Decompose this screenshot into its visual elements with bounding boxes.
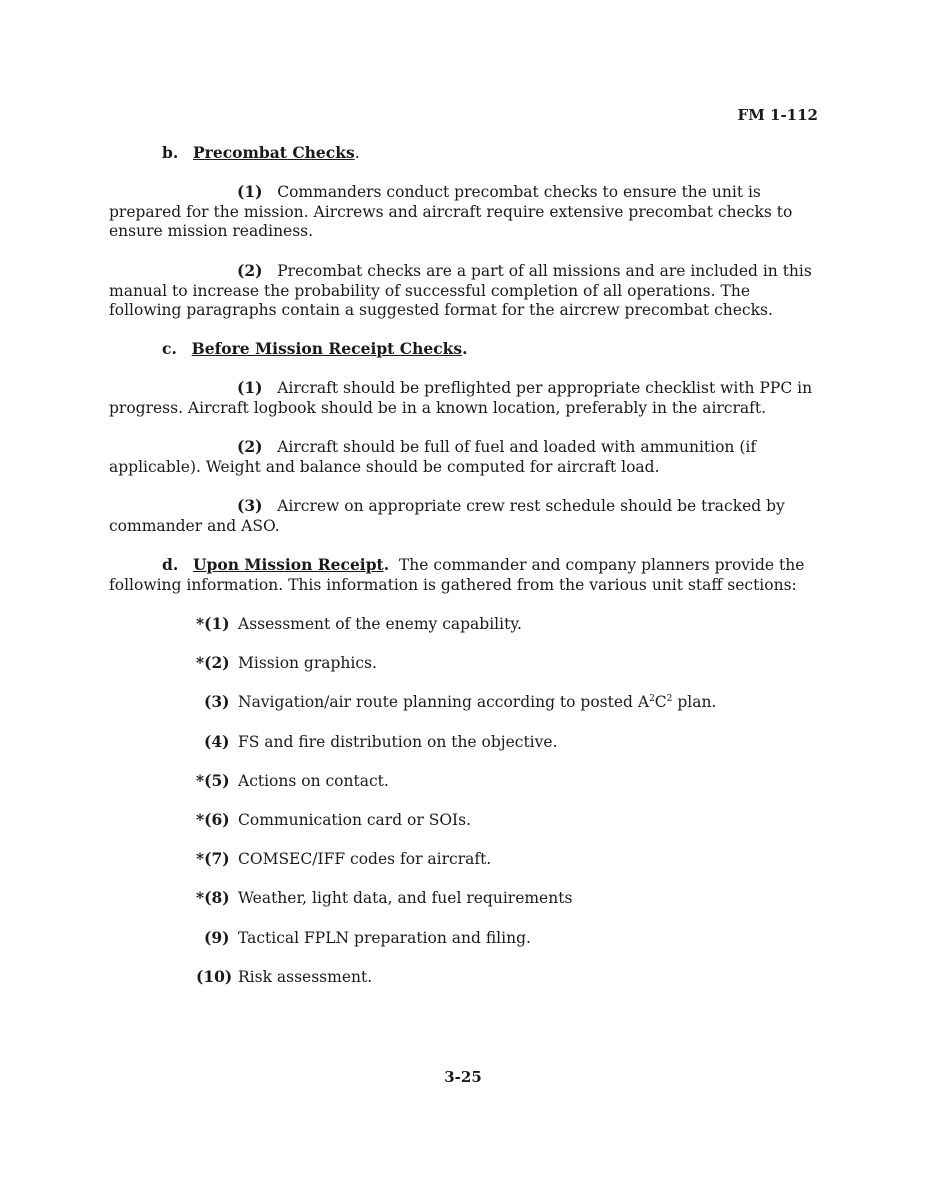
list-item bbox=[196, 653, 377, 674]
section-d-title-suffix: . bbox=[383, 555, 390, 574]
section-b-label: b. bbox=[162, 143, 179, 162]
list-item-text: Communication card or SOIs. bbox=[238, 811, 472, 829]
paragraph-number: (1) bbox=[237, 378, 263, 397]
section-c-title: Before Mission Receipt Checks bbox=[191, 339, 463, 358]
section-c-heading bbox=[162, 339, 468, 360]
section-b-paragraph-2 bbox=[109, 261, 819, 321]
list-item-number: *(8) bbox=[196, 888, 230, 907]
section-b-title: Precombat Checks bbox=[193, 143, 355, 162]
list-item-number: *(1) bbox=[196, 614, 230, 633]
paragraph-text: Aircraft should be preflighted per appropriate checklist with PPC in progress. Aircraft logbook should be in a known location, preferably in the aircraft. bbox=[109, 379, 813, 417]
paragraph-number: (3) bbox=[237, 496, 263, 515]
section-c-title-suffix: . bbox=[462, 339, 468, 358]
list-item bbox=[196, 692, 716, 713]
paragraph-number: (2) bbox=[237, 261, 263, 280]
section-d-intro-text: The commander and company planners provide the following information. This information is gathered from the various unit staff sections: bbox=[109, 556, 805, 594]
list-item-number: (9) bbox=[204, 928, 230, 947]
section-d-title: Upon Mission Receipt bbox=[193, 555, 384, 574]
list-item-text: Assessment of the enemy capability. bbox=[238, 615, 522, 633]
paragraph-number: (1) bbox=[237, 182, 263, 201]
section-b-title-suffix: . bbox=[354, 144, 360, 162]
list-item-number: *(6) bbox=[196, 810, 230, 829]
list-item bbox=[196, 967, 372, 988]
section-c-paragraph-2 bbox=[109, 437, 819, 477]
list-item-number: (4) bbox=[204, 732, 230, 751]
list-item bbox=[196, 771, 389, 792]
paragraph-text: Aircrew on appropriate crew rest schedule should be tracked by commander and ASO. bbox=[109, 497, 785, 535]
list-item-number: *(5) bbox=[196, 771, 230, 790]
document-id-header: FM 1-112 bbox=[737, 106, 818, 124]
section-d-label: d. bbox=[162, 555, 179, 574]
list-item-text: Mission graphics. bbox=[238, 654, 377, 672]
page-number: 3-25 bbox=[444, 1068, 482, 1086]
section-c-paragraph-1 bbox=[109, 378, 819, 418]
list-item bbox=[196, 810, 471, 831]
paragraph-number: (2) bbox=[237, 437, 263, 456]
list-item bbox=[196, 614, 522, 635]
section-c-paragraph-3 bbox=[109, 496, 819, 536]
list-item bbox=[196, 888, 572, 909]
list-item bbox=[196, 928, 531, 949]
list-item bbox=[196, 849, 491, 870]
list-item-text: FS and fire distribution on the objective. bbox=[238, 733, 558, 751]
paragraph-text: Aircraft should be full of fuel and loaded with ammunition (if applicable). Weight and balance should be computed for aircraft load. bbox=[109, 438, 757, 476]
section-c-label: c. bbox=[162, 339, 177, 358]
list-item-text: Risk assessment. bbox=[238, 968, 373, 986]
paragraph-text: Commanders conduct precombat checks to ensure the unit is prepared for the mission. Aircrews and aircraft require extensive precombat checks to ensure mission readiness. bbox=[109, 183, 793, 241]
list-item-text: Weather, light data, and fuel requirements bbox=[238, 889, 573, 907]
paragraph-text: Precombat checks are a part of all missions and are included in this manual to increase the probability of successful completion of all operations. The following paragraphs contain a suggested format for the aircrew precombat checks. bbox=[109, 262, 812, 320]
section-b-heading bbox=[162, 143, 360, 164]
list-item-text: Tactical FPLN preparation and filing. bbox=[238, 929, 531, 947]
list-item-number: *(2) bbox=[196, 653, 230, 672]
list-item-text: COMSEC/IFF codes for aircraft. bbox=[238, 850, 492, 868]
list-item bbox=[196, 732, 558, 753]
list-item-number: (3) bbox=[204, 692, 230, 711]
section-b-paragraph-1 bbox=[109, 182, 819, 242]
list-item-number: (10) bbox=[196, 967, 233, 986]
section-d-intro bbox=[109, 555, 819, 595]
list-item-text: Actions on contact. bbox=[238, 772, 389, 790]
list-item-number: *(7) bbox=[196, 849, 230, 868]
list-item-text: Navigation/air route planning according to posted $A^2C^2$ plan. bbox=[238, 693, 717, 711]
